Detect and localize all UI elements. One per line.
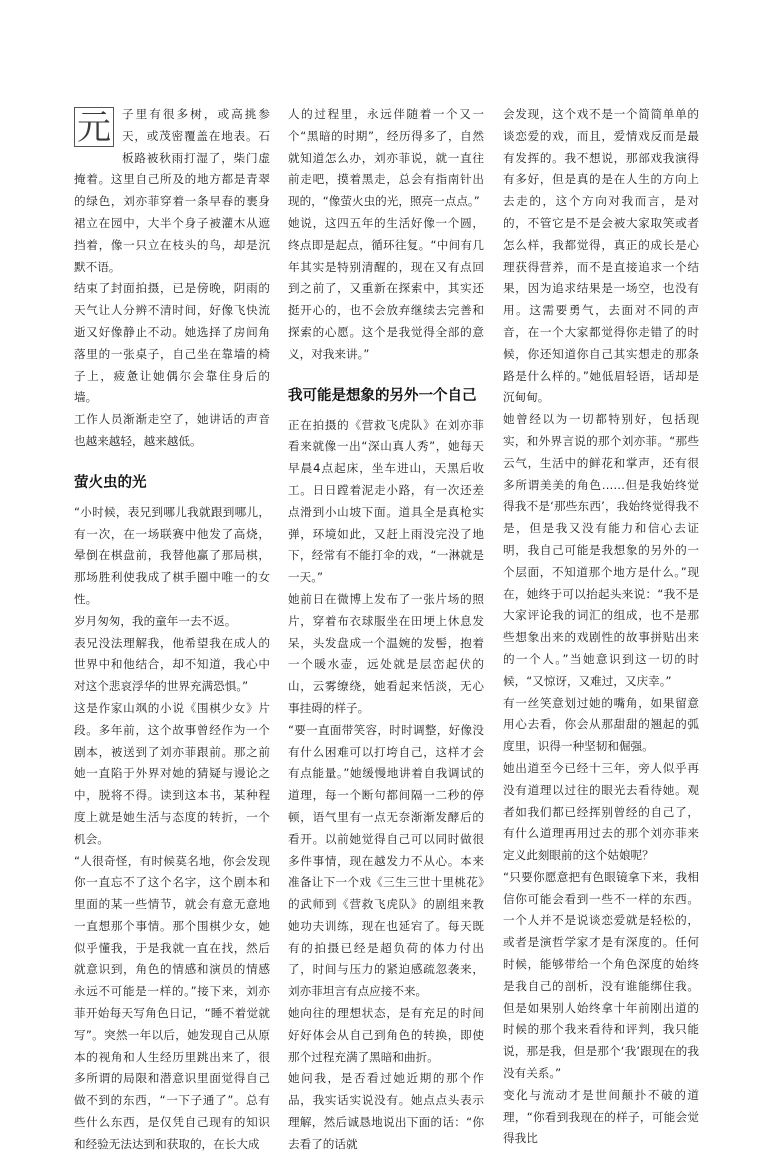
body-paragraph: 人的过程里，永远伴随着一个又一个“黑暗的时期”，经历得多了，自然就知道怎么办，刘亦菲说，就一直往前走吧，摸着黑走，总会有指南针出现的，“像萤火虫的光，照亮一点点。”	[288, 107, 484, 209]
body-paragraph: “人很奇怪，有时候莫名地，你会发现你一直忘不了这个名字，这个剧本和里面的某一些情节，就会有意无意地一直想那个事情。那个围棋少女，她似乎懂我，于是我就一直在找，然后就意识到，角色的情感和演员的情感永远不可能是一样的。”接下来，刘亦菲开始每天写角色日记，“睡不着觉就写”。突然一年以后，她发现自己从原本的视角和人生经历里跳出来了，很多所谓的局限和潜意识里面觉得自己做不到的东西，“一下子通了”。总有些什么东西，是仅凭自己现有的知识和经验无法达到和获取的，在长大成	[74, 853, 270, 1151]
lead-paragraph-block	[74, 104, 270, 278]
body-paragraph: 会发现，这个戏不是一个简简单单的谈恋爱的戏，而且，爱情戏反而是最有发挥的。我不想说，那部戏我演得有多好，但是真的是在人生的方向上去走的，这个方向对我而言，是对的，不管它是不是会被大家取笑或者怎么样，我都觉得，真正的成长是心理获得营养，而不是直接追求一个结果，因为追求结果是一场空，也没有用。这需要勇气，去面对不同的声音，在一个大家都觉得你走错了的时候，你还知道你自己其实想走的那条路是什么样的。”她低眉轻语，话却是沉甸甸。	[503, 107, 699, 405]
body-paragraph: 这是作家山飒的小说《围棋少女》片段。多年前，这个故事曾经作为一个剧本，被送到了刘亦菲跟前。那之前她一直陷于外界对她的猜疑与谩论之中，脱将不得。读到这本书，某种程度上就是她生活与态度的转折，一个机会。	[74, 700, 270, 846]
section-heading: 萤火虫的光	[74, 474, 147, 491]
body-paragraph: 岁月匆匆，我的童年一去不返。	[74, 613, 237, 628]
section-heading: 我可能是想象的另外一个自己	[288, 387, 477, 404]
body-paragraph: 有一丝笑意划过她的嘴角，如果留意用心去看，你会从那甜甜的翘起的弧度里，识得一种坚韧和倔强。	[503, 695, 699, 754]
body-paragraph: 她前日在微博上发布了一张片场的照片，穿着布衣球服坐在田埂上休息发呆，头发盘成一个温婉的发髻，抱着一个暖水壶，远处就是层峦起伏的山，云雾缭绕，她看起来恬淡，无心事挂碍的样子。	[288, 591, 484, 715]
drop-cap-box	[74, 107, 114, 147]
article-column-1	[74, 104, 270, 1156]
drop-cap-glyph: 元	[77, 108, 111, 148]
article-column-3	[503, 104, 699, 1150]
body-paragraph: 结束了封面拍摄，已是傍晚，阴雨的天气让人分辨不清时间，好像飞快流逝又好像静止不动。她选择了房间角落里的一张桌子，自己坐在靠墙的椅子上，疲惫让她偶尔会靠住身后的墙。	[74, 281, 270, 405]
article-column-2	[288, 104, 484, 1156]
body-paragraph: 表兄没法理解我，他希望我在成人的世界中和他结合，却不知道，我心中对这个悲哀浮华的世界充满恐惧。”	[74, 635, 270, 694]
body-paragraph: 工作人员渐渐走空了，她讲话的声音也越来越轻，越来越低。	[74, 412, 270, 448]
body-paragraph: 正在拍摄的《营救飞虎队》在刘亦菲看来就像一出“深山真人秀”，她每天早晨4点起床，坐车进山，天黑后收工。日日蹚着泥走小路，有一次还差点滑到小山坡下面。道具全是真枪实弹，环境如此，又赶上雨没完没了地下，经常有不能打伞的戏，“一淋就是一天。”	[288, 417, 484, 585]
body-paragraph: “要一直面带笑容，时时调整，好像没有什么困难可以打垮自己，这样才会有点能量。”她缓慢地讲着自我调试的道理，每一个断句都间隔一二秒的停顿，语气里有一点无奈渐渐发酵后的看开。以前她觉得自己可以同时做很多件事情，现在越发力不从心。本来准备让下一个戏《三生三世十里桃花》的武师到《营救飞虎队》的剧组来教她功夫训练，现在也延宕了。每天既有的拍摄已经是超负荷的体力付出了，时间与压力的紧迫感疏忽袭来，刘亦菲坦言有点应接不来。	[288, 722, 484, 999]
body-paragraph: 变化与流动才是世间颠扑不破的道理，“你看到我现在的样子，可能会觉得我比	[503, 1087, 699, 1146]
body-paragraph: 她向往的理想状态，是有充足的时间好好体会从自己到角色的转换，即使那个过程充满了黑暗和曲折。	[288, 1006, 484, 1064]
body-paragraph: 她出道至今已经十三年，旁人似乎再没有道理以过往的眼光去看待她。观者如我们都已经挥别曾经的自己了，有什么道理再用过去的那个刘亦菲来定义此刻眼前的这个姑娘呢？	[503, 760, 699, 863]
body-paragraph: 她曾经以为一切都特别好，包括现实，和外界言说的那个刘亦菲。“那些云气，生活中的鲜花和掌声，还有很多所谓美美的角色……但是我始终觉得我不是‘那些东西’，我始终觉得我不是，但是我又没有能力和信心去证明，我自己可能是我想象的另外的一个层面，不知道那个地方是什么。”现在，她终于可以抬起头来说：“我不是大家评论我的词汇的组成，也不是那些想象出来的戏剧性的故事拼贴出来的一个人。”当她意识到这一切的时候，“又惊讶，又难过，又庆幸。”	[503, 412, 699, 688]
body-paragraph: 她问我，是否看过她近期的那个作品，我实话实说没有。她点点头表示理解，然后诚恳地说出下面的话：“你去看了的话就	[288, 1071, 484, 1151]
body-paragraph: “小时候，表兄到哪儿我就跟到哪儿，有一次，在一场联赛中他发了高烧，晕倒在棋盘前，我替他赢了那局棋，那场胜利使我成了棋手圈中唯一的女性。	[74, 504, 270, 606]
body-paragraph: “只要你愿意把有色眼镜拿下来，我相信你可能会看到一些不一样的东西。一个人并不是说谈恋爱就是轻松的，或者是演哲学家才是有深度的。任何时候，能够带给一个角色深度的始终是我自己的剖析，没有谁能绑住我。但是如果别人始终拿十年前刚出道的时候的那个我来看待和评判，我只能说，那是我，但是那个‘我’跟现在的我没有关系。”	[503, 869, 699, 1081]
body-paragraph: 她说，这四五年的生活好像一个圆，终点即是起点，循环往复。“中间有几年其实是特别清醒的，现在又有点回到之前了，又重新在探索中，其实还挺开心的，也不会放弃继续去完善和探索的心愿。这个是我觉得全部的意义，对我来讲。”	[288, 215, 484, 361]
body-paragraph: 子里有很多树，或高挑参天，或茂密覆盖在地表。石板路被秋雨打湿了，柴门虚掩着。这里自己所及的地方都是青翠的绿色，刘亦菲穿着一条早春的裹身裙立在园中，大半个身子被灌木从遮挡着，像一只立在枝头的鸟，却是沉默不语。	[74, 107, 270, 274]
